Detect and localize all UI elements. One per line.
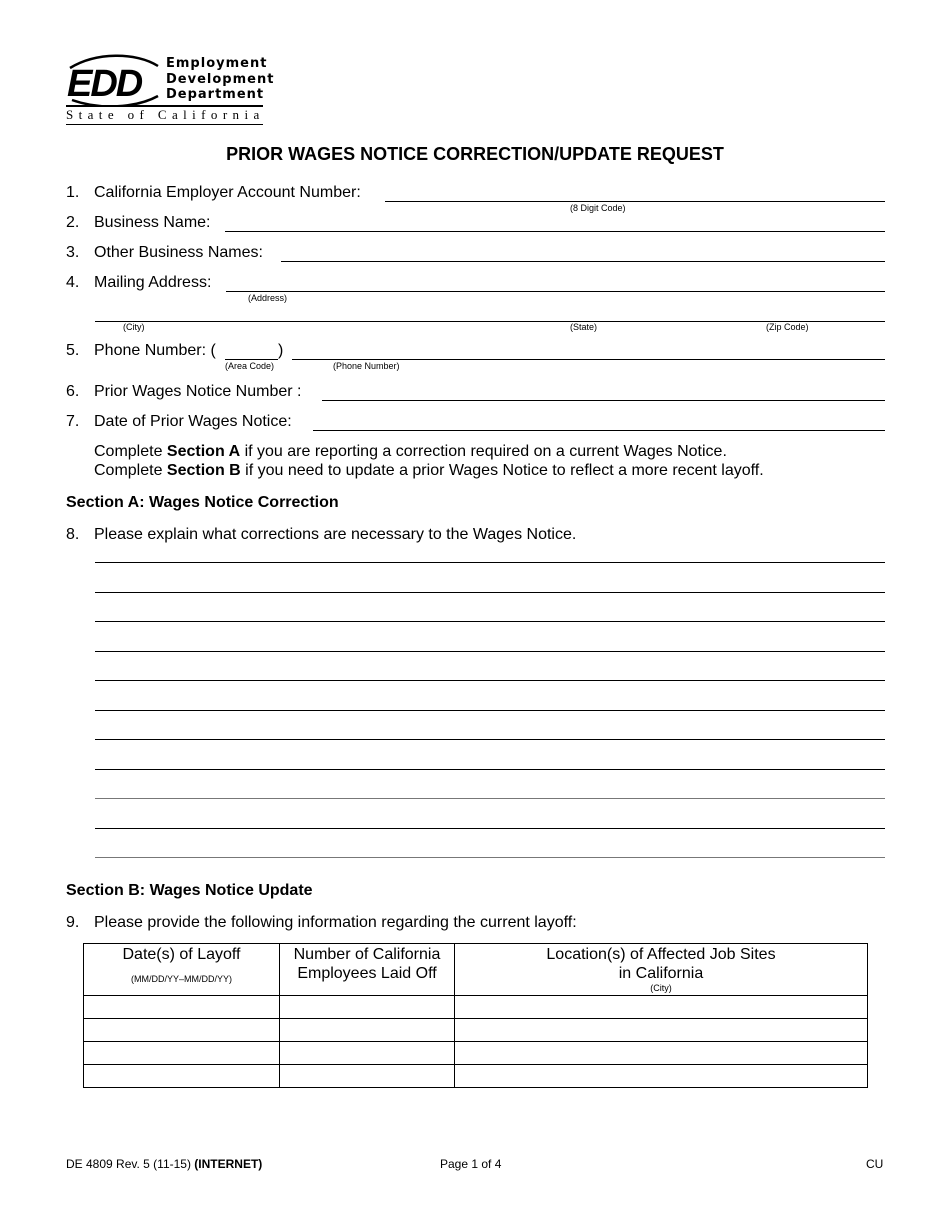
correction-line[interactable] [95, 592, 885, 593]
question-9-text: Please provide the following information regarding the current layoff: [94, 914, 577, 931]
edd-logo-mark-text: EDD [67, 63, 142, 105]
correction-line[interactable] [95, 651, 885, 652]
section-b-heading: Section B: Wages Notice Update [66, 882, 313, 899]
table-row [84, 1065, 868, 1088]
area-code-hint: (Area Code) [225, 361, 275, 371]
field-5-close-paren: ) [278, 342, 284, 359]
layoff-date-cell[interactable] [84, 1065, 280, 1088]
form-code: CU [866, 1157, 884, 1171]
question-9-number: 9. [66, 914, 80, 931]
state-hint: (State) [570, 322, 598, 332]
question-8-number: 8. [66, 526, 80, 543]
layoff-date-cell[interactable] [84, 1019, 280, 1042]
prior-wages-notice-number-field[interactable] [322, 400, 885, 401]
field-2-number: 2. [66, 214, 80, 231]
page-number: Page 1 of 4 [440, 1157, 502, 1171]
employer-account-number-field[interactable] [385, 201, 885, 202]
instructions-line-2: Complete Section B if you need to update a prior Wages Notice to reflect a more recent layoff. [94, 462, 764, 479]
phone-number-field[interactable] [292, 359, 885, 360]
correction-line[interactable] [95, 828, 885, 829]
edd-name-block [166, 56, 275, 103]
correction-line[interactable] [95, 769, 885, 770]
layoff-table [83, 943, 868, 1088]
layoff-table-header-row [84, 944, 868, 996]
field-3-label: Other Business Names: [94, 244, 263, 261]
field-4-number: 4. [66, 274, 80, 291]
field-6-number: 6. [66, 383, 80, 400]
correction-line[interactable] [95, 621, 885, 622]
field-5-label: Phone Number: ( [94, 342, 216, 359]
correction-line[interactable] [95, 857, 885, 858]
field-2-label: Business Name: [94, 214, 211, 231]
edd-logo [66, 54, 275, 126]
header-city-hint: (City) [650, 983, 672, 993]
field-4-label: Mailing Address: [94, 274, 212, 291]
layoff-date-cell[interactable] [84, 996, 280, 1019]
job-site-location-cell[interactable] [455, 1065, 868, 1088]
table-row [84, 1042, 868, 1065]
layoff-date-cell[interactable] [84, 1042, 280, 1065]
edd-name-line-3: Department [166, 87, 265, 102]
field-1-hint: (8 Digit Code) [570, 203, 626, 213]
table-row [84, 1019, 868, 1042]
instructions-line-1: Complete Section A if you are reporting a correction required on a current Wages Notice. [94, 443, 727, 460]
field-5-number: 5. [66, 342, 80, 359]
correction-line[interactable] [95, 680, 885, 681]
section-a-heading: Section A: Wages Notice Correction [66, 494, 339, 511]
field-3-number: 3. [66, 244, 80, 261]
field-7-number: 7. [66, 413, 80, 430]
city-hint: (City) [123, 322, 145, 332]
logo-state-text: State of California [66, 107, 265, 122]
employees-laid-off-cell[interactable] [280, 1019, 455, 1042]
other-business-names-field[interactable] [281, 261, 885, 262]
field-6-label: Prior Wages Notice Number : [94, 383, 302, 400]
table-row [84, 996, 868, 1019]
address-hint: (Address) [248, 293, 288, 303]
edd-name-line-2: Development [166, 71, 275, 87]
edd-logo-icon [66, 54, 162, 106]
header-dates-hint: (MM/DD/YY–MM/DD/YY) [131, 974, 232, 984]
form-id: DE 4809 Rev. 5 (11-15) (INTERNET) [66, 1157, 263, 1171]
header-number-laid-off: Number of California Employees Laid Off [280, 944, 455, 996]
field-1-label: California Employer Account Number: [94, 184, 361, 201]
section-b-ref: Section B [166, 462, 241, 479]
form-title: PRIOR WAGES NOTICE CORRECTION/UPDATE REQUEST [226, 144, 724, 164]
phone-number-hint: (Phone Number) [333, 361, 400, 371]
employees-laid-off-cell[interactable] [280, 1042, 455, 1065]
question-8-text: Please explain what corrections are necessary to the Wages Notice. [94, 526, 577, 543]
field-7-label: Date of Prior Wages Notice: [94, 413, 292, 430]
mailing-address-field[interactable] [226, 291, 885, 292]
zip-code-hint: (Zip Code) [766, 322, 809, 332]
correction-line[interactable] [95, 739, 885, 740]
job-site-location-cell[interactable] [455, 996, 868, 1019]
job-site-location-cell[interactable] [455, 1042, 868, 1065]
prior-wages-notice-date-field[interactable] [313, 430, 885, 431]
correction-line[interactable] [95, 562, 885, 563]
field-1-number: 1. [66, 184, 80, 201]
area-code-field[interactable] [225, 359, 278, 360]
correction-line[interactable] [95, 798, 885, 799]
correction-line[interactable] [95, 710, 885, 711]
job-site-location-cell[interactable] [455, 1019, 868, 1042]
header-job-site-locations: Location(s) of Affected Job Sites in California (City) [455, 944, 868, 996]
header-dates-of-layoff: Date(s) of Layoff (MM/DD/YY–MM/DD/YY) [84, 944, 280, 996]
edd-name-line-1: Employment [166, 56, 268, 71]
section-a-ref: Section A [166, 443, 241, 460]
employees-laid-off-cell[interactable] [280, 1065, 455, 1088]
logo-rule-bottom [66, 124, 263, 125]
business-name-field[interactable] [225, 231, 885, 232]
employees-laid-off-cell[interactable] [280, 996, 455, 1019]
